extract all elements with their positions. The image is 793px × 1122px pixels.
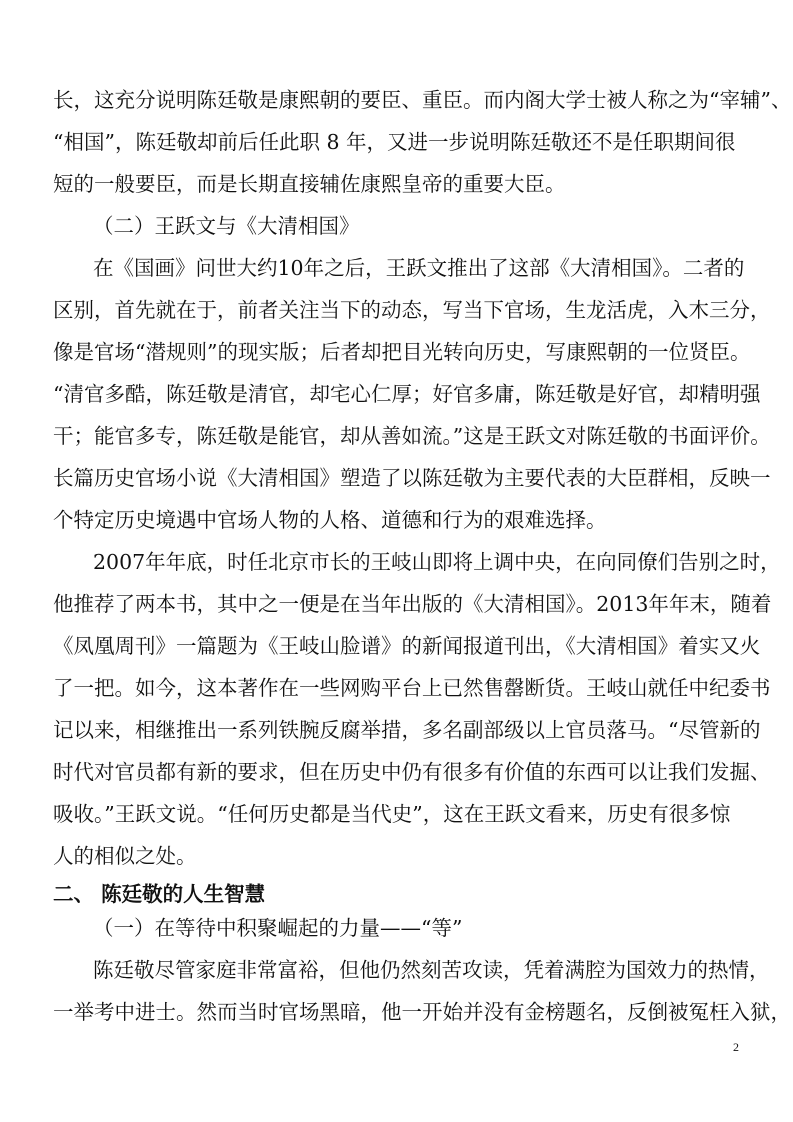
body-text-line: 像是官场“潜规则”的现实版；后者却把目光转向历史，写康熙朝的一位贤臣。 xyxy=(53,340,751,364)
body-text-line: 了一把。如今，这本著作在一些网购平台上已然售罄断货。王岐山就任中纪委书 xyxy=(53,676,771,700)
body-text-line: 《凤凰周刊》一篇题为《王岐山脸谱》的新闻报道刊出，《大清相国》着实又火 xyxy=(53,634,761,658)
body-text-line: 干；能官多专，陈廷敬是能官，却从善如流。”这是王跃文对陈廷敬的书面评价。 xyxy=(53,424,771,448)
body-text-line: 人的相似之处。 xyxy=(53,844,197,868)
body-text-line: 陈廷敬尽管家庭非常富裕，但他仍然刻苦攻读，凭着满腔为国效力的热情， xyxy=(93,958,770,982)
body-text-line: 记以来，相继推出一系列铁腕反腐举措，多名副部级以上官员落马。“尽管新的 xyxy=(53,718,761,742)
body-text-line: 吸收。”王跃文说。“任何历史都是当代史”，这在王跃文看来，历史有很多惊 xyxy=(53,802,731,826)
body-text-line: 他推荐了两本书，其中之一便是在当年出版的《大清相国》。2013年年末，随着 xyxy=(53,592,772,616)
body-text-line: 区别，首先就在于，前者关注当下的动态，写当下官场，生龙活虎，入木三分， xyxy=(53,298,771,322)
body-text-line: 在《国画》问世大约10年之后，王跃文推出了这部《大清相国》。二者的 xyxy=(93,256,745,280)
body-text-line: 一举考中进士。然而当时官场黑暗，他一开始并没有金榜题名，反倒被冤枉入狱， xyxy=(53,1000,791,1024)
body-text-line: 2007年年底，时任北京市长的王岐山即将上调中央，在向同僚们告别之时， xyxy=(93,550,781,574)
body-text-line: 个特定历史境遇中官场人物的人格、道德和行为的艰难选择。 xyxy=(53,508,607,532)
body-text-line: “清官多酷，陈廷敬是清官，却宅心仁厚；好官多庸，陈廷敬是好官，却精明强 xyxy=(53,382,761,406)
section-subheading: （一）在等待中积聚崛起的力量——“等” xyxy=(93,916,463,940)
section-subheading: （二）王跃文与《大清相国》 xyxy=(93,214,360,238)
body-text-line: 时代对官员都有新的要求，但在历史中仍有很多有价值的东西可以让我们发掘、 xyxy=(53,760,771,784)
body-text-line: 短的一般要臣，而是长期直接辅佐康熙皇帝的重要大臣。 xyxy=(53,172,566,196)
page-number: 2 xyxy=(733,1040,739,1054)
body-text-line: “相国”，陈廷敬却前后任此职 8 年，又进一步说明陈廷敬还不是任职期间很 xyxy=(53,130,736,154)
body-text-line: 长篇历史官场小说《大清相国》塑造了以陈廷敬为主要代表的大臣群相，反映一 xyxy=(53,466,771,490)
section-heading: 二、 陈廷敬的人生智慧 xyxy=(53,882,266,906)
body-text-line: 长，这充分说明陈廷敬是康熙朝的要臣、重臣。而内阁大学士被人称之为“宰辅”、 xyxy=(53,88,792,112)
